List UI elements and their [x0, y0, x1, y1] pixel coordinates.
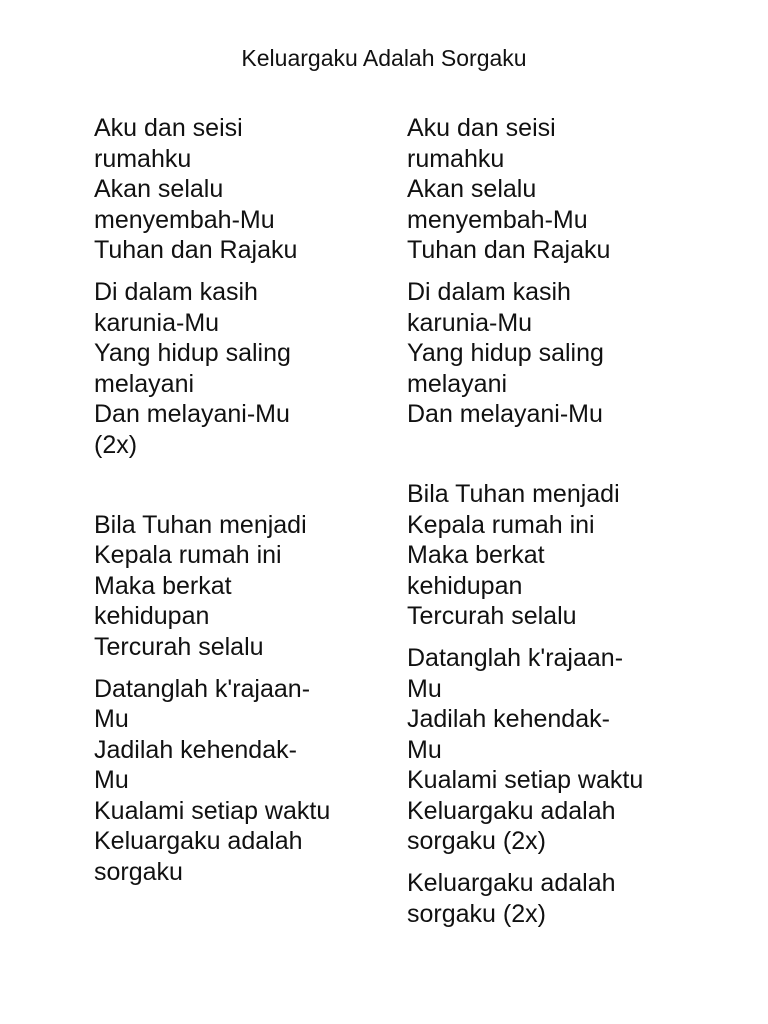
stanza-right-3: [407, 479, 707, 632]
lyric-line: melayani: [407, 369, 508, 398]
stanza-right-2: [407, 277, 707, 430]
lyric-line: Akan selalu: [94, 175, 224, 204]
lyric-line: Kepala rumah ini: [407, 510, 595, 539]
lyric-line: Aku dan seisi: [407, 114, 556, 142]
lyric-line: Mu: [94, 705, 129, 734]
lyric-line: kehidupan: [94, 602, 210, 631]
page-title: Keluargaku Adalah Sorgaku: [241, 45, 527, 71]
lyric-line: Dan melayani-Mu: [407, 400, 603, 429]
lyric-line: Jadilah kehendak-: [94, 735, 297, 764]
lyric-line: Keluargaku adalah: [94, 827, 303, 856]
lyric-line: Mu: [407, 735, 442, 764]
lyrics-column-left: [94, 113, 374, 888]
stanza-right-5: [407, 868, 707, 929]
lyric-line: Aku dan seisi: [94, 114, 243, 142]
lyric-line: Mu: [94, 766, 129, 795]
lyric-line: Bila Tuhan menjadi: [94, 510, 307, 539]
lyric-line: Maka berkat: [407, 541, 545, 570]
lyric-line: Mu: [407, 674, 442, 703]
stanza-left-2: [94, 277, 374, 461]
stanza-left-3: [94, 510, 374, 663]
lyric-line: Datanglah k'rajaan-: [407, 643, 624, 672]
lyric-line: Akan selalu: [407, 175, 537, 204]
stanza-left-1: [94, 113, 374, 266]
lyric-line: menyembah-Mu: [94, 205, 275, 234]
lyric-line: Keluargaku adalah: [407, 796, 616, 825]
lyric-line: (2x): [94, 430, 138, 459]
lyric-line: Datanglah k'rajaan-: [94, 674, 311, 703]
lyric-line: Yang hidup saling: [407, 339, 604, 368]
lyric-line: Di dalam kasih: [94, 277, 258, 306]
lyric-line: karunia-Mu: [94, 308, 220, 337]
lyric-line: Kualami setiap waktu: [94, 796, 331, 825]
stanza-right-4: [407, 643, 707, 857]
lyrics-column-right: [407, 113, 707, 929]
lyric-line: Di dalam kasih: [407, 277, 571, 306]
lyric-line: rumahku: [407, 144, 505, 173]
lyric-line: melayani: [94, 369, 195, 398]
lyric-line: Yang hidup saling: [94, 339, 291, 368]
lyric-line: Kepala rumah ini: [94, 541, 282, 570]
lyric-line: Maka berkat: [94, 571, 232, 600]
lyric-line: sorgaku (2x): [407, 899, 546, 928]
lyric-line: Tuhan dan Rajaku: [94, 236, 298, 265]
lyric-line: rumahku: [94, 144, 192, 173]
lyric-line: kehidupan: [407, 571, 523, 600]
stanza-right-1: [407, 113, 707, 266]
lyric-line: Keluargaku adalah: [407, 869, 616, 898]
lyric-line: karunia-Mu: [407, 308, 533, 337]
lyric-line: Dan melayani-Mu: [94, 400, 290, 429]
lyric-line: Jadilah kehendak-: [407, 705, 610, 734]
lyric-line: sorgaku (2x): [407, 827, 546, 856]
lyric-line: Kualami setiap waktu: [407, 766, 644, 795]
lyric-line: menyembah-Mu: [407, 205, 588, 234]
lyric-line: Tuhan dan Rajaku: [407, 236, 611, 265]
lyric-line: Tercurah selalu: [94, 632, 264, 661]
lyric-line: Bila Tuhan menjadi: [407, 479, 620, 508]
lyric-line: sorgaku: [94, 858, 183, 887]
lyric-line: Tercurah selalu: [407, 602, 577, 631]
stanza-left-4: [94, 674, 374, 888]
